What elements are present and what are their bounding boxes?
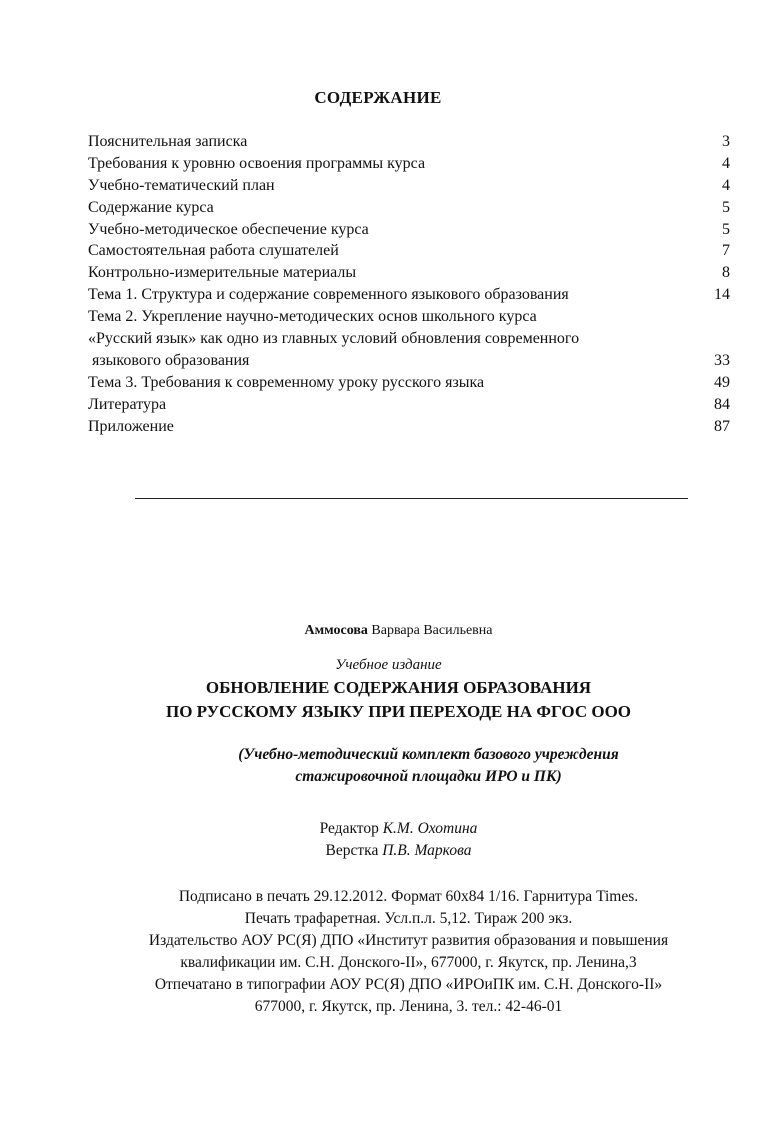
toc-entry-page: 84 bbox=[714, 395, 730, 413]
toc-entry bbox=[88, 240, 738, 262]
table-of-contents bbox=[88, 131, 738, 437]
toc-entry bbox=[88, 394, 738, 416]
toc-entry-title: Требования к уровню освоения программы курса bbox=[88, 154, 426, 172]
layout-name: П.В. Маркова bbox=[382, 842, 472, 859]
author-given-names: Варвара Васильевна bbox=[371, 623, 493, 638]
toc-entry-title: Тема 1. Структура и содержание современного языкового образования bbox=[88, 286, 569, 304]
toc-entry-title: Литература bbox=[88, 395, 167, 413]
toc-entry-page: 33 bbox=[714, 351, 730, 369]
toc-entry bbox=[88, 284, 738, 306]
print-info-line: Подписано в печать 29.12.2012. Формат 60х84 1/16. Гарнитура Times. bbox=[178, 888, 639, 905]
toc-entry bbox=[88, 197, 738, 219]
toc-entry-title: Содержание курса bbox=[88, 198, 214, 216]
print-info-line: 677000, г. Якутск, пр. Ленина, 3. тел.: 42-46-01 bbox=[254, 998, 563, 1015]
print-information bbox=[60, 886, 757, 1018]
toc-entry bbox=[88, 219, 738, 241]
credits bbox=[40, 818, 757, 862]
editor-name: К.М. Охотина bbox=[382, 820, 478, 837]
toc-entry bbox=[88, 153, 738, 175]
toc-entry-title: Учебно-тематический план bbox=[88, 176, 275, 194]
print-info-line: Печать трафаретная. Усл.п.л. 5,12. Тираж 200 экз. bbox=[244, 910, 573, 927]
imprint-block bbox=[0, 620, 757, 1018]
toc-entry-title-line: «Русский язык» как одно из главных условий обновления современного bbox=[88, 330, 580, 348]
toc-entry-title bbox=[88, 306, 738, 372]
toc-entry-page: 8 bbox=[722, 264, 730, 282]
toc-entry-page: 49 bbox=[714, 373, 730, 391]
toc-entry-title: Учебно-методическое обеспечение курса bbox=[88, 220, 369, 238]
toc-entry bbox=[88, 416, 738, 438]
toc-entry-page: 5 bbox=[722, 198, 730, 216]
book-title-line: ПО РУССКОМУ ЯЗЫКУ ПРИ ПЕРЕХОДЕ НА ФГОС ООО bbox=[165, 702, 632, 721]
horizontal-divider bbox=[135, 498, 688, 499]
editor-credit bbox=[40, 818, 757, 840]
toc-entry bbox=[88, 306, 738, 372]
author-line bbox=[40, 620, 757, 642]
print-info-line: Отпечатано в типографии АОУ РС(Я) ДПО «ИРОиПК им. С.Н. Донского-II» bbox=[154, 976, 663, 993]
toc-entry-page: 5 bbox=[722, 220, 730, 238]
toc-entry-title: Контрольно-измерительные материалы bbox=[88, 264, 357, 282]
toc-entry-title-line: языкового образования bbox=[92, 351, 250, 369]
toc-entry-page: 4 bbox=[722, 154, 730, 172]
book-title-line: ОБНОВЛЕНИЕ СОДЕРЖАНИЯ ОБРАЗОВАНИЯ bbox=[205, 678, 592, 697]
edition-type: Учебное издание bbox=[335, 657, 442, 673]
toc-entry bbox=[88, 175, 738, 197]
toc-entry-title: Самостоятельная работа слушателей bbox=[88, 242, 339, 260]
layout-label: Верстка bbox=[325, 842, 379, 859]
toc-entry bbox=[88, 131, 738, 153]
toc-entry-title: Пояснительная записка bbox=[88, 133, 248, 150]
toc-heading: СОДЕРЖАНИЕ bbox=[314, 88, 442, 107]
toc-entry-page: 7 bbox=[722, 242, 730, 260]
author-surname: Аммосова bbox=[304, 623, 368, 638]
print-info-line: квалификации им. С.Н. Донского-II», 677000, г. Якутск, пр. Ленина,3 bbox=[180, 954, 637, 971]
toc-entry-title: Тема 3. Требования к современному уроку русского языка bbox=[88, 373, 485, 391]
toc-entry-page: 14 bbox=[714, 286, 730, 304]
toc-entry bbox=[88, 372, 738, 394]
toc-entry-page: 87 bbox=[714, 417, 730, 435]
toc-entry bbox=[88, 262, 738, 284]
toc-entry-title-line: Тема 2. Укрепление научно-методических основ школьного курса bbox=[88, 308, 537, 326]
layout-credit bbox=[40, 840, 757, 862]
toc-entry-page: 3 bbox=[722, 133, 730, 150]
book-title bbox=[40, 676, 757, 724]
toc-entry-page: 4 bbox=[722, 176, 730, 194]
book-subtitle-line: стажировочной площадки ИРО и ПК) bbox=[295, 768, 562, 785]
editor-label: Редактор bbox=[319, 820, 379, 837]
toc-entry-title: Приложение bbox=[88, 417, 174, 435]
book-subtitle-line: (Учебно-методический комплект базового учреждения bbox=[238, 746, 619, 763]
book-subtitle bbox=[100, 744, 757, 788]
print-info-line: Издательство АОУ РС(Я) ДПО «Институт развития образования и повышения bbox=[148, 932, 669, 949]
